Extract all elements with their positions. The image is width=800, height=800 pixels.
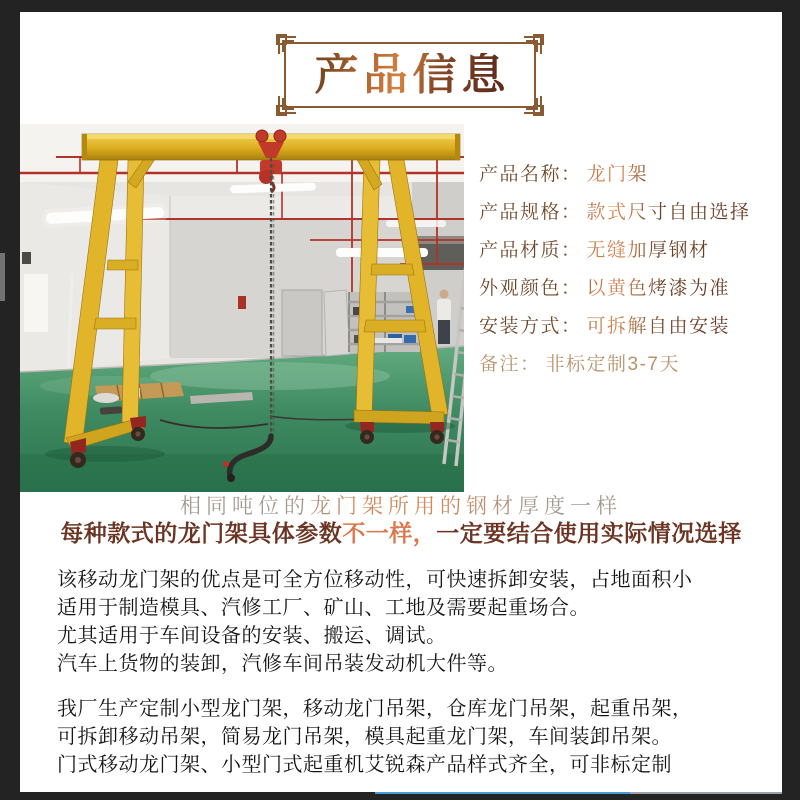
- info-label: 备注：: [479, 354, 541, 375]
- info-value: 非标定制3-7天: [545, 354, 680, 375]
- info-row-spec: [479, 201, 779, 225]
- bottom-gray-line: [630, 792, 782, 794]
- plaque-corner-ornament: [278, 36, 296, 54]
- plaque-corner-ornament: [524, 96, 542, 114]
- info-row-material: [479, 239, 779, 263]
- window: [24, 274, 48, 332]
- info-value: 无缝加厚钢材: [586, 240, 710, 261]
- plaque-corner-ornament: [278, 96, 296, 114]
- paragraph-line: 门式移动龙门架、小型门式起重机艾锐森产品样式齐全，可非标定制: [57, 754, 672, 776]
- info-label: 产品规格：: [479, 202, 582, 223]
- paragraph-line: 该移动龙门架的优点是可全方位移动性，可快速拆卸安装，占地面积小: [57, 569, 693, 591]
- info-row-color: [479, 277, 779, 301]
- plaque-corner-ornament: [524, 36, 542, 54]
- info-row-install: [479, 315, 779, 339]
- warning-text-before: 每种款式的龙门架具体参数: [60, 520, 343, 546]
- page-title: 产品信息: [310, 53, 511, 97]
- info-value: 以黄色烤漆为准: [586, 278, 731, 299]
- product-photo: [20, 124, 464, 492]
- bottom-blue-line: [375, 792, 630, 794]
- leaning-panel: [324, 290, 350, 356]
- paragraph-line: 尤其适用于车间设备的安装、搬运、调试。: [57, 625, 447, 647]
- paragraph-line: 可拆卸移动吊架，简易龙门吊架，模具起重龙门架，车间装卸吊架。: [57, 726, 672, 748]
- paragraph-products: [57, 695, 757, 779]
- header-plaque: [284, 42, 536, 108]
- paragraph-advantages: [57, 566, 757, 678]
- info-row-note: [479, 353, 779, 377]
- info-label: 产品材质：: [479, 240, 582, 261]
- wall-box: [22, 252, 31, 264]
- content-sheet: [20, 12, 782, 792]
- frame-edge-patch: [0, 253, 5, 301]
- info-value: 可拆解自由安装: [586, 316, 731, 337]
- paragraph-line: 汽车上货物的装卸，汽修车间吊装发动机大件等。: [57, 653, 508, 675]
- info-label: 产品名称：: [479, 164, 582, 185]
- info-label: 外观颜色：: [479, 278, 582, 299]
- fire-extinguisher: [238, 296, 246, 309]
- warning-text-after: 一定要结合使用实际情况选择: [436, 520, 742, 546]
- product-info-list: [479, 163, 779, 377]
- white-rag: [93, 393, 119, 403]
- info-value: 龙门架: [586, 164, 649, 185]
- caption-steel-thickness: 相同吨位的龙门架所用的钢材厚度一样: [20, 495, 782, 519]
- caption-selection-warning: [20, 519, 782, 547]
- info-label: 安装方式：: [479, 316, 582, 337]
- warning-text-highlight: 不一样，: [342, 520, 437, 546]
- paragraph-line: 我厂生产定制小型龙门架，移动龙门吊架，仓库龙门吊架，起重吊架，: [57, 698, 693, 720]
- info-value: 款式尺寸自由选择: [586, 202, 751, 223]
- paragraph-line: 适用于制造模具、汽修工厂、矿山、工地及需要起重场合。: [57, 597, 590, 619]
- info-row-name: [479, 163, 779, 187]
- door: [282, 290, 322, 356]
